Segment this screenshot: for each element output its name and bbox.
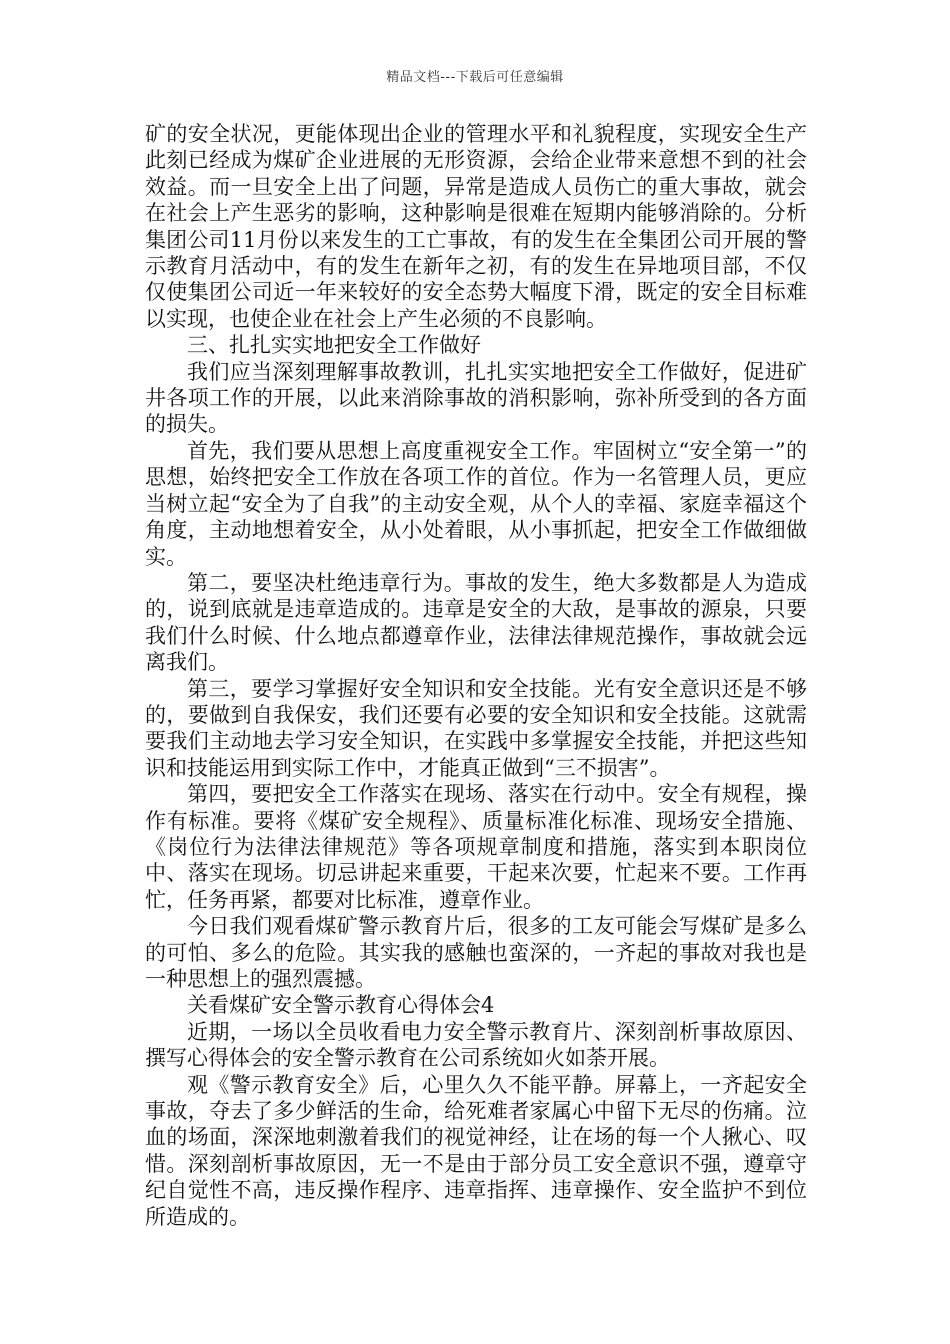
- article-title: 关看煤矿安全警示教育心得体会4: [187, 993, 495, 1018]
- paragraph: 首先，我们要从思想上高度重视安全工作。牢固树立“安全第一”的思想，始终把安全工作放在各项工作的首位。作为一名管理人员，更应当树立起“安全为了自我”的主动安全观，从个人的幸福、家庭幸福这个角度，主动地想着安全，从小处着眼，从小事抓起，把安全工作做细做实。: [145, 438, 807, 569]
- document-body: [145, 121, 807, 1230]
- section-heading: 三、扎扎实实地把安全工作做好: [187, 333, 481, 358]
- paragraph: 今日我们观看煤矿警示教育片后，很多的工友可能会写煤矿是多么的可怕、多么的危险。其实我的感触也蛮深的，一齐起的事故对我也是一种思想上的强烈震撼。: [145, 914, 807, 991]
- paragraph: 观《警示教育安全》后，心里久久不能平静。屏幕上，一齐起安全事故，夺去了多少鲜活的生命，给死难者家属心中留下无尽的伤痛。泣血的场面，深深地刺激着我们的视觉神经，让在场的每一个人揪心、叹惜。深刻剖析事故原因，无一不是由于部分员工安全意识不强，遵章守纪自觉性不高，违反操作程序、违章指挥、违章操作、安全监护不到位所造成的。: [145, 1072, 807, 1229]
- paragraph: 第二，要坚决杜绝违章行为。事故的发生，绝大多数都是人为造成的，说到底就是违章造成的。违章是安全的大敌，是事故的源泉，只要我们什么时候、什么地点都遵章作业，法律法律规范操作，事故就会远离我们。: [145, 570, 807, 675]
- paragraph: 第三，要学习掌握好安全知识和安全技能。光有安全意识还是不够的，要做到自我保安，我们还要有必要的安全知识和安全技能。这就需要我们主动地去学习安全知识，在实践中多掌握安全技能，并把这些知识和技能运用到实际工作中，才能真正做到“三不损害”。: [145, 676, 807, 780]
- paragraph: 第四，要把安全工作落实在现场、落实在行动中。安全有规程，操作有标准。要将《煤矿安全规程》、质量标准化标准、现场安全措施、《岗位行为法律法律规范》等各项规章制度和措施，落实到本职岗位中、落实在现场。切忌讲起来重要，干起来次要，忙起来不要。工作再忙，任务再紧，都要对比标准，遵章作业。: [145, 782, 807, 912]
- paragraph: 我们应当深刻理解事故教训，扎扎实实地把安全工作做好，促进矿井各项工作的开展，以此来消除事故的消积影响，弥补所受到的各方面的损失。: [145, 359, 807, 437]
- page-header: 精品文档---下载后可任意编辑: [386, 70, 564, 85]
- paragraph: 近期，一场以全员收看电力安全警示教育片、深刻剖析事故原因、撰写心得体会的安全警示教育在公司系统如火如荼开展。: [145, 1019, 807, 1071]
- paragraph-continued: 矿的安全状况，更能体现出企业的管理水平和礼貌程度，实现安全生产此刻已经成为煤矿企业进展的无形资源，会给企业带来意想不到的社会效益。而一旦安全上出了问题，异常是造成人员伤亡的重大事故，就会在社会上产生恶劣的影响，这种影响是很难在短期内能够消除的。分析集团公司11月份以来发生的工亡事故，有的发生在全集团公司开展的警示教育月活动中，有的发生在新年之初，有的发生在异地项目部，不仅仅使集团公司近一年来较好的安全态势大幅度下滑，既定的安全目标难以实现，也使企业在社会上产生必须的不良影响。: [145, 122, 807, 331]
